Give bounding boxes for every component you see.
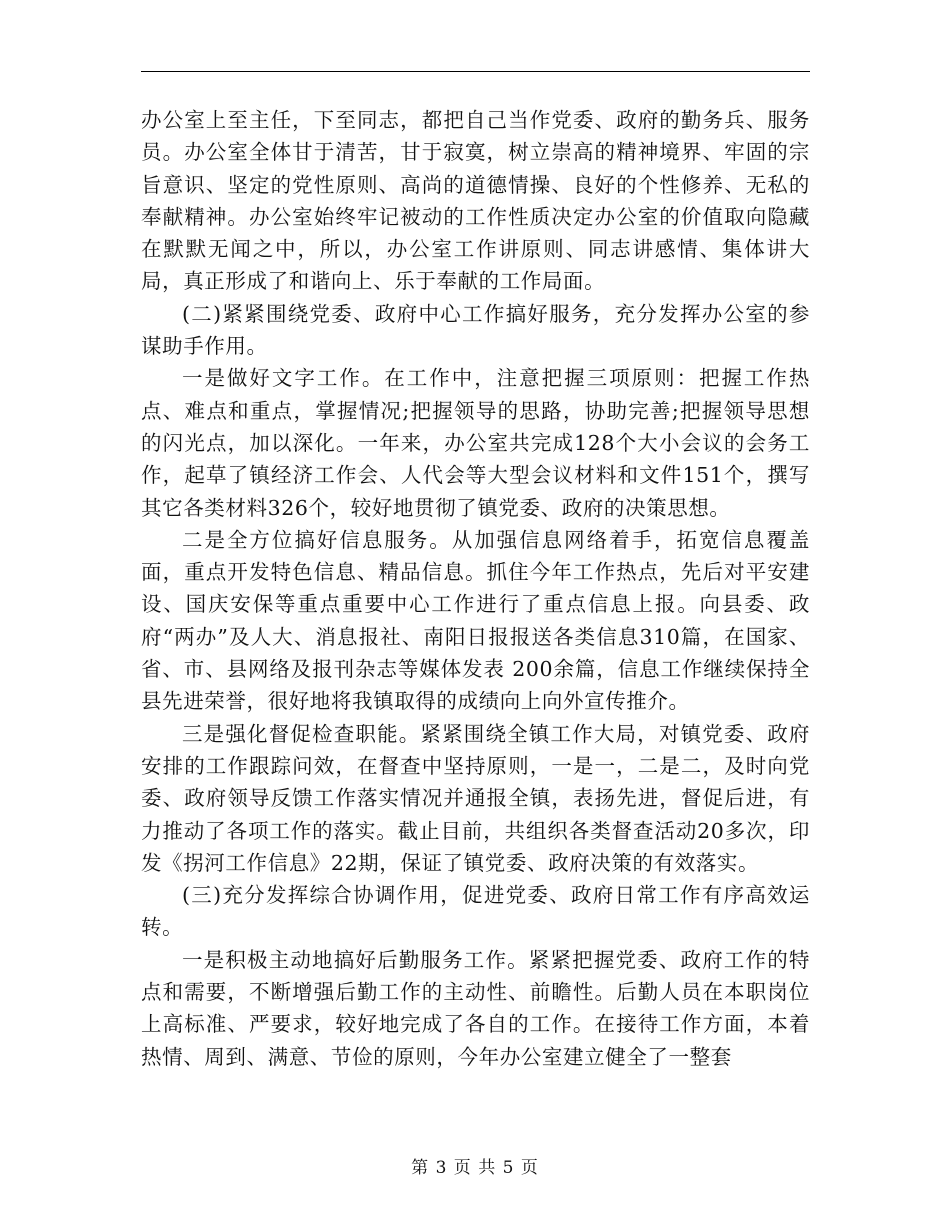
paragraph-5: 三是强化督促检查职能。紧紧围绕全镇工作大局，对镇党委、政府安排的工作跟踪问效，在督查中坚持原则，一是一，二是二，及时向党委、政府领导反馈工作落实情况并通报全镇，表扬先进，督促后进，有力推动了各项工作的落实。截止目前，共组织各类督查活动20多次，印发《拐河工作信息》22期，保证了镇党委、政府决策的有效落实。	[141, 721, 810, 875]
paragraph-7: 一是积极主动地搞好后勤服务工作。紧紧把握党委、政府工作的特点和需要，不断增强后勤工作的主动性、前瞻性。后勤人员在本职岗位上高标准、严要求，较好地完成了各自的工作。在接待工作方面，本着热情、周到、满意、节俭的原则，今年办公室建立健全了一整套	[141, 947, 810, 1069]
paragraph-1: 办公室上至主任，下至同志，都把自己当作党委、政府的勤务兵、服务员。办公室全体甘于清苦，甘于寂寞，树立崇高的精神境界、牢固的宗旨意识、坚定的党性原则、高尚的道德情操、良好的个性修养、无私的奉献精神。办公室始终牢记被动的工作性质决定办公室的价值取向隐藏在默默无闻之中，所以，办公室工作讲原则、同志讲感情、集体讲大局，真正形成了和谐向上、乐于奉献的工作局面。	[141, 108, 810, 294]
paragraph-4: 二是全方位搞好信息服务。从加强信息网络着手，拓宽信息覆盖面，重点开发特色信息、精品信息。抓住今年工作热点，先后对平安建设、国庆安保等重点重要中心工作进行了重点信息上报。向县委、政府“两办”及人大、消息报社、南阳日报报送各类信息310篇，在国家、省、市、县网络及报刊杂志等媒体发表 200余篇，信息工作继续保持全县先进荣誉，很好地将我镇取得的成绩向上向外宣传推介。	[141, 527, 810, 714]
paragraph-3: 一是做好文字工作。在工作中，注意把握三项原则：把握工作热点、难点和重点，掌握情况;把握领导的思路，协助完善;把握领导思想的闪光点，加以深化。一年来，办公室共完成128个大小会议的会务工作，起草了镇经济工作会、人代会等大型会议材料和文件151个，撰写其它各类材料326个，较好地贯彻了镇党委、政府的决策思想。	[141, 366, 810, 520]
page-number-footer: 第 3 页 共 5 页	[411, 1158, 539, 1178]
header-rule	[141, 71, 810, 72]
paragraph-2-heading: (二)紧紧围绕党委、政府中心工作搞好服务，充分发挥办公室的参谋助手作用。	[141, 301, 810, 359]
paragraph-6-heading: (三)充分发挥综合协调作用，促进党委、政府日常工作有序高效运转。	[141, 883, 810, 940]
document-body	[141, 104, 810, 1073]
